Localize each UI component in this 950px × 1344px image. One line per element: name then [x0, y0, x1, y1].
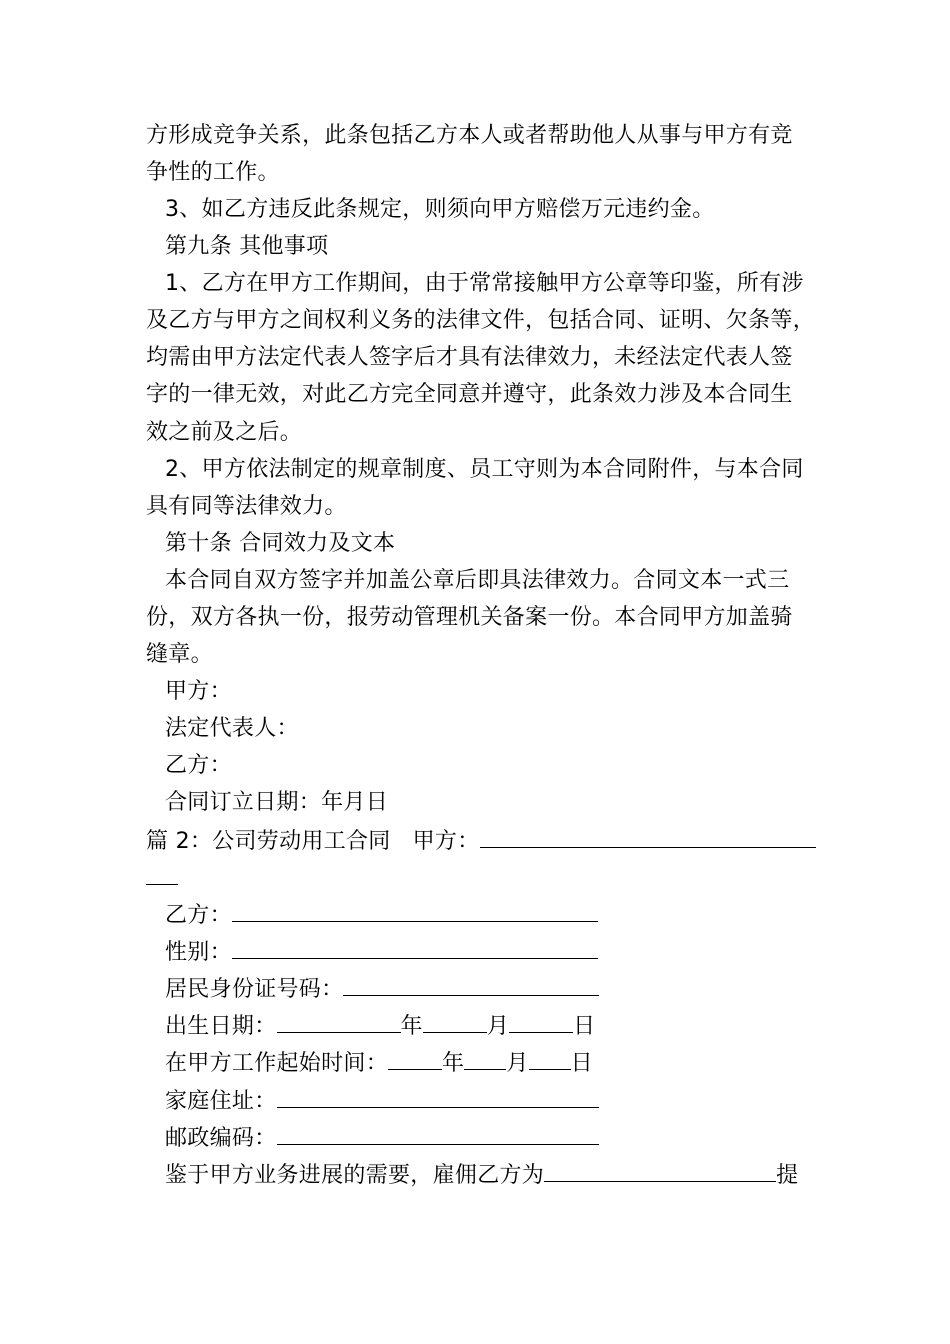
- id-label: 居民身份证号码：: [165, 977, 344, 1002]
- year-label: 年: [400, 1014, 423, 1039]
- birth-day-blank[interactable]: [509, 1010, 573, 1033]
- month-label: 月: [486, 1014, 510, 1039]
- signature-date: 合同订立日期：年月日: [165, 790, 389, 815]
- paragraph-line: 1、乙方在甲方工作期间，由于常常接触甲方公章等印鉴，所有涉: [165, 271, 804, 296]
- hire-row: [165, 1159, 798, 1189]
- party-b-row: [165, 899, 598, 929]
- birth-label: 出生日期：: [165, 1014, 277, 1039]
- postcode-row: [165, 1122, 599, 1152]
- start-row: [165, 1047, 593, 1077]
- paragraph-line: 争性的工作。: [146, 160, 280, 185]
- start-label: 在甲方工作起始时间：: [165, 1051, 389, 1076]
- party-b-label: 乙方：: [165, 903, 232, 928]
- blank-continuation: [146, 862, 178, 892]
- id-blank[interactable]: [343, 973, 599, 996]
- address-blank[interactable]: [277, 1085, 599, 1108]
- month-label: 月: [506, 1051, 529, 1076]
- paragraph-line: 方形成竞争关系，此条包括乙方本人或者帮助他人从事与甲方有竞: [146, 123, 793, 148]
- signature-legal-rep: 法定代表人：: [165, 716, 299, 741]
- signature-party-b: 乙方：: [165, 753, 232, 778]
- party-a-blank-cont[interactable]: [146, 862, 178, 885]
- year-label: 年: [442, 1051, 465, 1076]
- birth-year-blank[interactable]: [277, 1010, 401, 1033]
- contract2-heading-line: [146, 825, 816, 855]
- gender-row: [165, 936, 598, 966]
- article-heading: 第九条 其他事项: [165, 234, 329, 259]
- paragraph-line: 均需由甲方法定代表人签字后才具有法律效力，未经法定代表人签: [146, 345, 793, 370]
- birth-row: [165, 1010, 595, 1040]
- hire-tail: 提: [776, 1163, 799, 1188]
- paragraph-line: 效之前及之后。: [146, 420, 303, 445]
- postcode-label: 邮政编码：: [165, 1126, 277, 1151]
- postcode-blank[interactable]: [277, 1122, 599, 1145]
- day-label: 日: [570, 1051, 593, 1076]
- paragraph-line: 3、如乙方违反此条规定，则须向甲方赔偿万元违约金。: [165, 197, 715, 222]
- paragraph-line: 2、甲方依法制定的规章制度、员工守则为本合同附件，与本合同: [165, 457, 804, 482]
- signature-party-a: 甲方：: [165, 679, 232, 704]
- address-label: 家庭住址：: [165, 1089, 277, 1114]
- gender-label: 性别：: [165, 940, 232, 965]
- start-day-blank[interactable]: [529, 1047, 571, 1070]
- contract2-party-a-label: 甲方：: [412, 829, 480, 854]
- article-heading: 第十条 合同效力及文本: [165, 531, 396, 556]
- paragraph-line: 缝章。: [146, 642, 213, 667]
- day-label: 日: [573, 1014, 596, 1039]
- party-b-blank[interactable]: [232, 899, 598, 922]
- gender-blank[interactable]: [232, 936, 598, 959]
- paragraph-line: 份，双方各执一份，报劳动管理机关备案一份。本合同甲方加盖骑: [146, 605, 793, 630]
- party-a-blank[interactable]: [480, 825, 816, 848]
- contract2-heading: 篇 2：公司劳动用工合同: [146, 829, 391, 854]
- paragraph-line: 字的一律无效，对此乙方完全同意并遵守，此条效力涉及本合同生: [146, 382, 793, 407]
- hire-text: 鉴于甲方业务进展的需要，雇佣乙方为: [165, 1163, 545, 1188]
- start-year-blank[interactable]: [388, 1047, 442, 1070]
- start-month-blank[interactable]: [464, 1047, 506, 1070]
- birth-month-blank[interactable]: [423, 1010, 487, 1033]
- paragraph-line: 具有同等法律效力。: [146, 494, 347, 519]
- position-blank[interactable]: [544, 1159, 776, 1182]
- paragraph-line: 及乙方与甲方之间权利义务的法律文件，包括合同、证明、欠条等，: [146, 308, 816, 333]
- address-row: [165, 1085, 599, 1115]
- paragraph-line: 本合同自双方签字并加盖公章后即具法律效力。合同文本一式三: [165, 568, 790, 593]
- id-row: [165, 973, 599, 1003]
